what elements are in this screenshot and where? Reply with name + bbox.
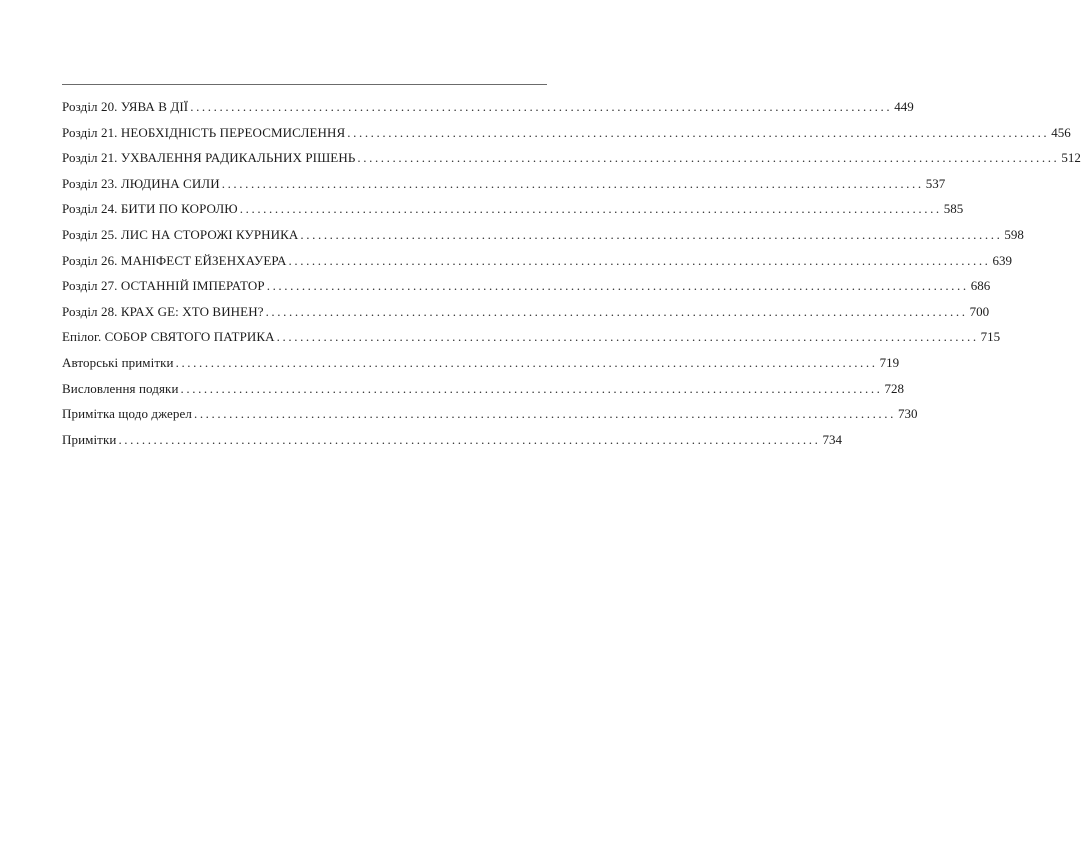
toc-entry[interactable] xyxy=(62,196,964,222)
toc-entry-title: Розділ 25. ЛИС НА СТОРОЖІ КУРНИКА xyxy=(62,226,299,242)
toc-entry-title: Розділ 28. КРАХ GE: ХТО ВИНЕН? xyxy=(62,303,264,319)
toc-entry[interactable] xyxy=(62,145,1081,171)
table-of-contents xyxy=(62,94,1081,452)
toc-entry[interactable] xyxy=(62,248,1013,274)
toc-entry-page: 512 xyxy=(1061,150,1081,166)
toc-entry-page: 730 xyxy=(897,406,918,422)
toc-dot-leader: ........................................................................................................................ xyxy=(357,150,1060,166)
toc-entry[interactable] xyxy=(62,427,842,453)
toc-entry[interactable] xyxy=(62,350,900,376)
toc-dot-leader: ........................................................................................................................ xyxy=(221,175,924,191)
toc-dot-leader: ........................................................................................................................ xyxy=(276,329,979,345)
toc-dot-leader: ........................................................................................................................ xyxy=(239,201,942,217)
toc-entry-title: Примітка щодо джерел xyxy=(62,406,192,422)
toc-entry[interactable] xyxy=(62,94,914,120)
toc-entry-title: Розділ 20. УЯВА В ДІЇ xyxy=(62,99,189,114)
toc-entry-title: Розділ 21. НЕОБХІДНІСТЬ ПЕРЕОСМИСЛЕННЯ xyxy=(62,124,346,140)
toc-dot-leader: ........................................................................................................................ xyxy=(266,278,969,294)
toc-dot-leader: ........................................................................................................................ xyxy=(300,226,1003,242)
toc-entry[interactable] xyxy=(62,273,991,299)
toc-entry-title: Епілог. СОБОР СВЯТОГО ПАТРИКА xyxy=(62,329,275,345)
toc-dot-leader: ........................................................................................................................ xyxy=(193,406,896,422)
header-rule xyxy=(62,84,547,85)
toc-dot-leader: ........................................................................................................................ xyxy=(190,99,893,114)
toc-entry-page: 537 xyxy=(925,175,946,191)
toc-entry-title: Розділ 27. ОСТАННІЙ ІМПЕРАТОР xyxy=(62,278,265,294)
toc-dot-leader: ........................................................................................................................ xyxy=(347,124,1050,140)
toc-dot-leader: ........................................................................................................................ xyxy=(180,380,883,396)
toc-entry-page: 728 xyxy=(884,380,905,396)
toc-entry[interactable] xyxy=(62,222,1024,248)
toc-entry-page: 585 xyxy=(943,201,964,217)
toc-entry-page: 598 xyxy=(1004,226,1024,242)
toc-entry[interactable] xyxy=(62,324,1001,350)
toc-dot-leader: ........................................................................................................................ xyxy=(118,431,821,447)
toc-entry[interactable] xyxy=(62,120,1071,146)
toc-entry-page: 449 xyxy=(894,99,914,114)
toc-entry-page: 715 xyxy=(980,329,1001,345)
toc-entry-title: Висловлення подяки xyxy=(62,380,179,396)
toc-entry-title: Розділ 21. УХВАЛЕННЯ РАДИКАЛЬНИХ РІШЕНЬ xyxy=(62,150,356,166)
toc-entry-page: 686 xyxy=(970,278,991,294)
toc-entry-title: Авторські примітки xyxy=(62,354,174,370)
toc-dot-leader: ........................................................................................................................ xyxy=(288,252,991,268)
toc-dot-leader: ........................................................................................................................ xyxy=(265,303,968,319)
toc-entry-title: Розділ 23. ЛЮДИНА СИЛИ xyxy=(62,175,220,191)
toc-entry-page: 639 xyxy=(992,252,1013,268)
toc-entry-title: Розділ 24. БИТИ ПО КОРОЛЮ xyxy=(62,201,238,217)
toc-entry-page: 719 xyxy=(879,354,900,370)
toc-entry[interactable] xyxy=(62,401,918,427)
toc-entry-page: 700 xyxy=(969,303,990,319)
toc-entry-page: 456 xyxy=(1051,124,1071,140)
toc-entry[interactable] xyxy=(62,299,990,325)
toc-entry-title: Примітки xyxy=(62,431,117,447)
toc-entry-page: 734 xyxy=(822,431,842,447)
toc-dot-leader: ........................................................................................................................ xyxy=(175,354,878,370)
toc-entry[interactable] xyxy=(62,376,905,402)
toc-entry-title: Розділ 26. МАНІФЕСТ ЕЙЗЕНХАУЕРА xyxy=(62,252,287,268)
toc-entry[interactable] xyxy=(62,171,946,197)
